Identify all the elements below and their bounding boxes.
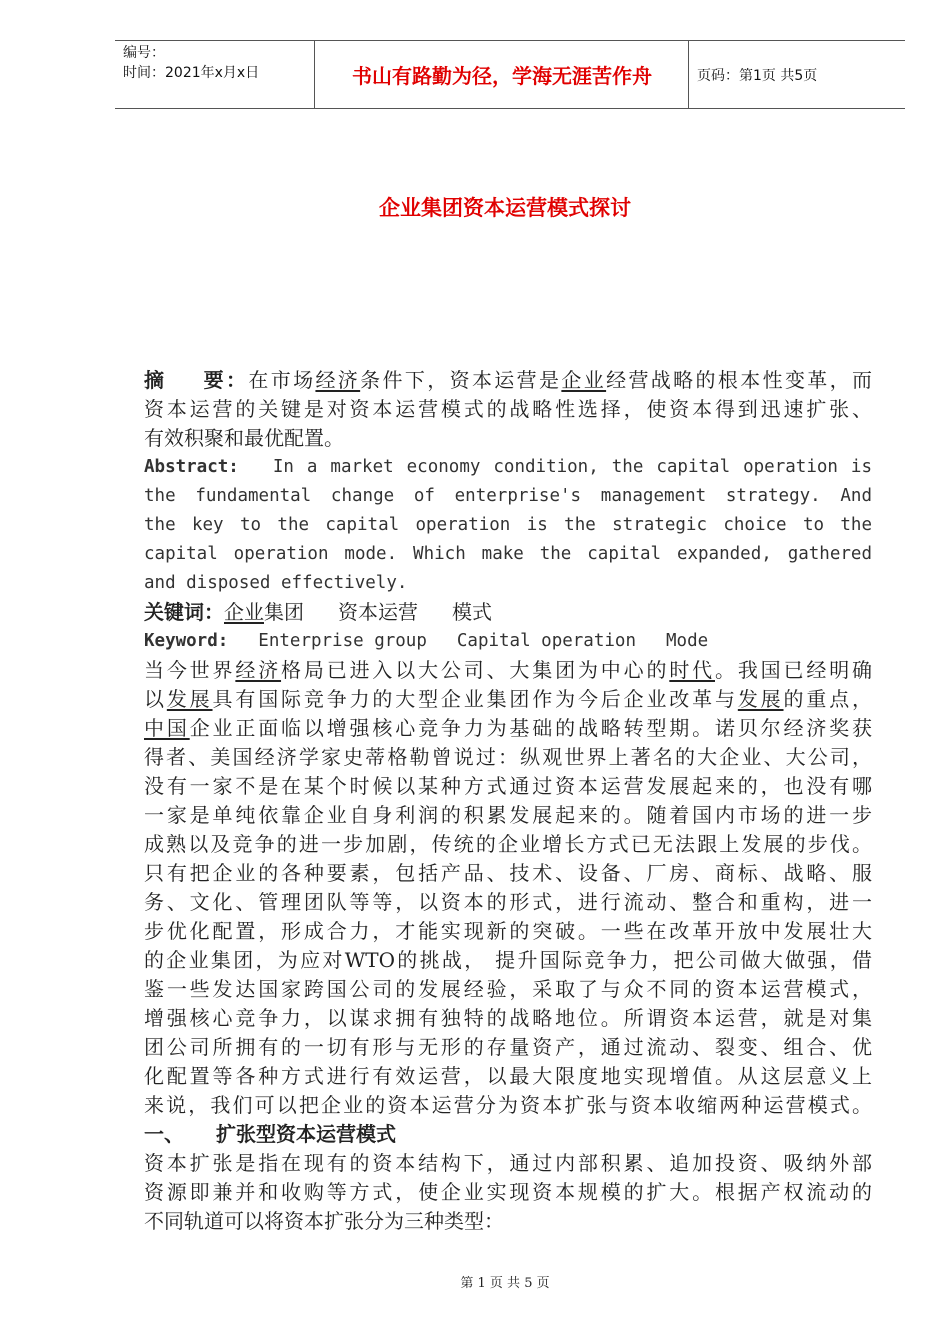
section-1-line-1: 资本扩张是指在现有的资本结构下，通过内部积累、追加投资、吸纳外部	[144, 1151, 872, 1175]
header-motto: 书山有路勤为径，学海无涯苦作舟	[316, 41, 689, 108]
section-1-line-2: 资源即兼并和收购等方式，使企业实现资本规模的扩大。根据产权流动的	[144, 1180, 872, 1204]
abstract-cn-line-3: 有效积聚和最优配置。	[144, 426, 344, 450]
section-1-heading	[144, 1120, 872, 1149]
body-line-3: 中国企业正面临以增强核心竞争力为基础的战略转型期。诺贝尔经济奖获	[144, 716, 872, 740]
section-1-title: 扩张型资本运营模式	[216, 1122, 396, 1146]
link-develop[interactable]: 发展	[166, 687, 213, 711]
keywords-cn-label: 关键词：	[144, 600, 224, 624]
document-body	[144, 366, 872, 1236]
page-footer: 第 1 页 共 5 页	[460, 1276, 550, 1291]
header-table	[115, 40, 905, 109]
section-1-number: 一、	[144, 1122, 184, 1146]
link-china[interactable]: 中国	[144, 716, 190, 740]
body-line-6: 一家是单纯依靠企业自身利润的积累发展起来的。随着国内市场的进一步	[144, 803, 872, 827]
abstract-en-line-4: capital operation mode. Which make the capital expanded, gathered	[144, 544, 872, 564]
header-meta-cell	[115, 41, 315, 108]
abstract-cn-label: 摘 要：	[144, 368, 249, 392]
link-keyword-enterprise[interactable]: 企业	[224, 600, 264, 624]
document-title: 企业集团资本运营模式探讨	[379, 196, 631, 220]
link-era[interactable]: 时代	[669, 658, 715, 682]
link-enterprise[interactable]: 企业	[561, 368, 607, 392]
keywords-en: Keyword: Enterprise group Capital operation Mode	[144, 631, 709, 651]
body-line-7: 成熟以及竞争的进一步加剧，传统的企业增长方式已无法跟上发展的步伐。	[144, 832, 872, 856]
body-line-13: 增强核心竞争力，以谋求拥有独特的战略地位。所谓资本运营，就是对集	[144, 1006, 872, 1030]
link-develop-2[interactable]: 发展	[737, 687, 784, 711]
abstract-en-line-1: Abstract: In a market economy condition, the capital operation is	[144, 457, 872, 477]
header-page-info: 页码：第1页 共5页	[697, 67, 818, 84]
body-line-11: 的企业集团，为应对WTO的挑战， 提升国际竞争力，把公司做大做强，借	[144, 948, 872, 972]
body-line-9: 务、文化、管理团队等等，以资本的形式，进行流动、整合和重构，进一	[144, 890, 872, 914]
body-line-14: 团公司所拥有的一切有形与无形的存量资产，通过流动、裂变、组合、优	[144, 1035, 872, 1059]
number-label: 编号：	[123, 45, 165, 61]
body-line-12: 鉴一些发达国家跨国公司的发展经验，采取了与众不同的资本运营模式，	[144, 977, 872, 1001]
body-line-10: 步优化配置，形成合力，才能实现新的突破。一些在改革开放中发展壮大	[144, 919, 872, 943]
body-line-16: 来说，我们可以把企业的资本运营分为资本扩张与资本收缩两种运营模式。	[144, 1093, 872, 1117]
section-1-line-3: 不同轨道可以将资本扩张分为三种类型：	[144, 1209, 504, 1233]
link-economy[interactable]: 经济	[315, 368, 361, 392]
body-line-5: 没有一家不是在某个时候以某种方式通过资本运营发展起来的，也没有哪	[144, 774, 872, 798]
link-economy-2[interactable]: 经济	[235, 658, 282, 682]
body-line-15: 化配置等各种方式进行有效运营，以最大限度地实现增值。从这层意义上	[144, 1064, 872, 1088]
body-line-2: 以发展具有国际竞争力的大型企业集团作为今后企业改革与发展的重点，	[144, 687, 872, 711]
abstract-en-line-5: and disposed effectively.	[144, 573, 408, 593]
body-line-4: 得者、美国经济学家史蒂格勒曾说过：纵观世界上著名的大企业、大公司，	[144, 745, 872, 769]
abstract-en-line-3: the key to the capital operation is the strategic choice to the	[144, 515, 872, 535]
abstract-en-label: Abstract:	[144, 457, 239, 477]
abstract-en-line-2: the fundamental change of enterprise's management strategy. And	[144, 486, 872, 506]
keywords-cn: 关键词：企业集团 资本运营 模式	[144, 600, 492, 624]
body-line-1: 当今世界经济格局已进入以大公司、大集团为中心的时代。我国已经明确	[144, 658, 872, 682]
body-line-8: 只有把企业的各种要素，包括产品、技术、设备、厂房、商标、战略、服	[144, 861, 872, 885]
time-label: 时间：2021年x月x日	[123, 65, 260, 81]
keywords-en-label: Keyword:	[144, 631, 229, 651]
abstract-cn-line-2: 资本运营的关键是对资本运营模式的战略性选择，使资本得到迅速扩张、	[144, 397, 872, 421]
abstract-cn-line-1: 摘 要：在市场经济条件下，资本运营是企业经营战略的根本性变革，而	[144, 368, 872, 392]
